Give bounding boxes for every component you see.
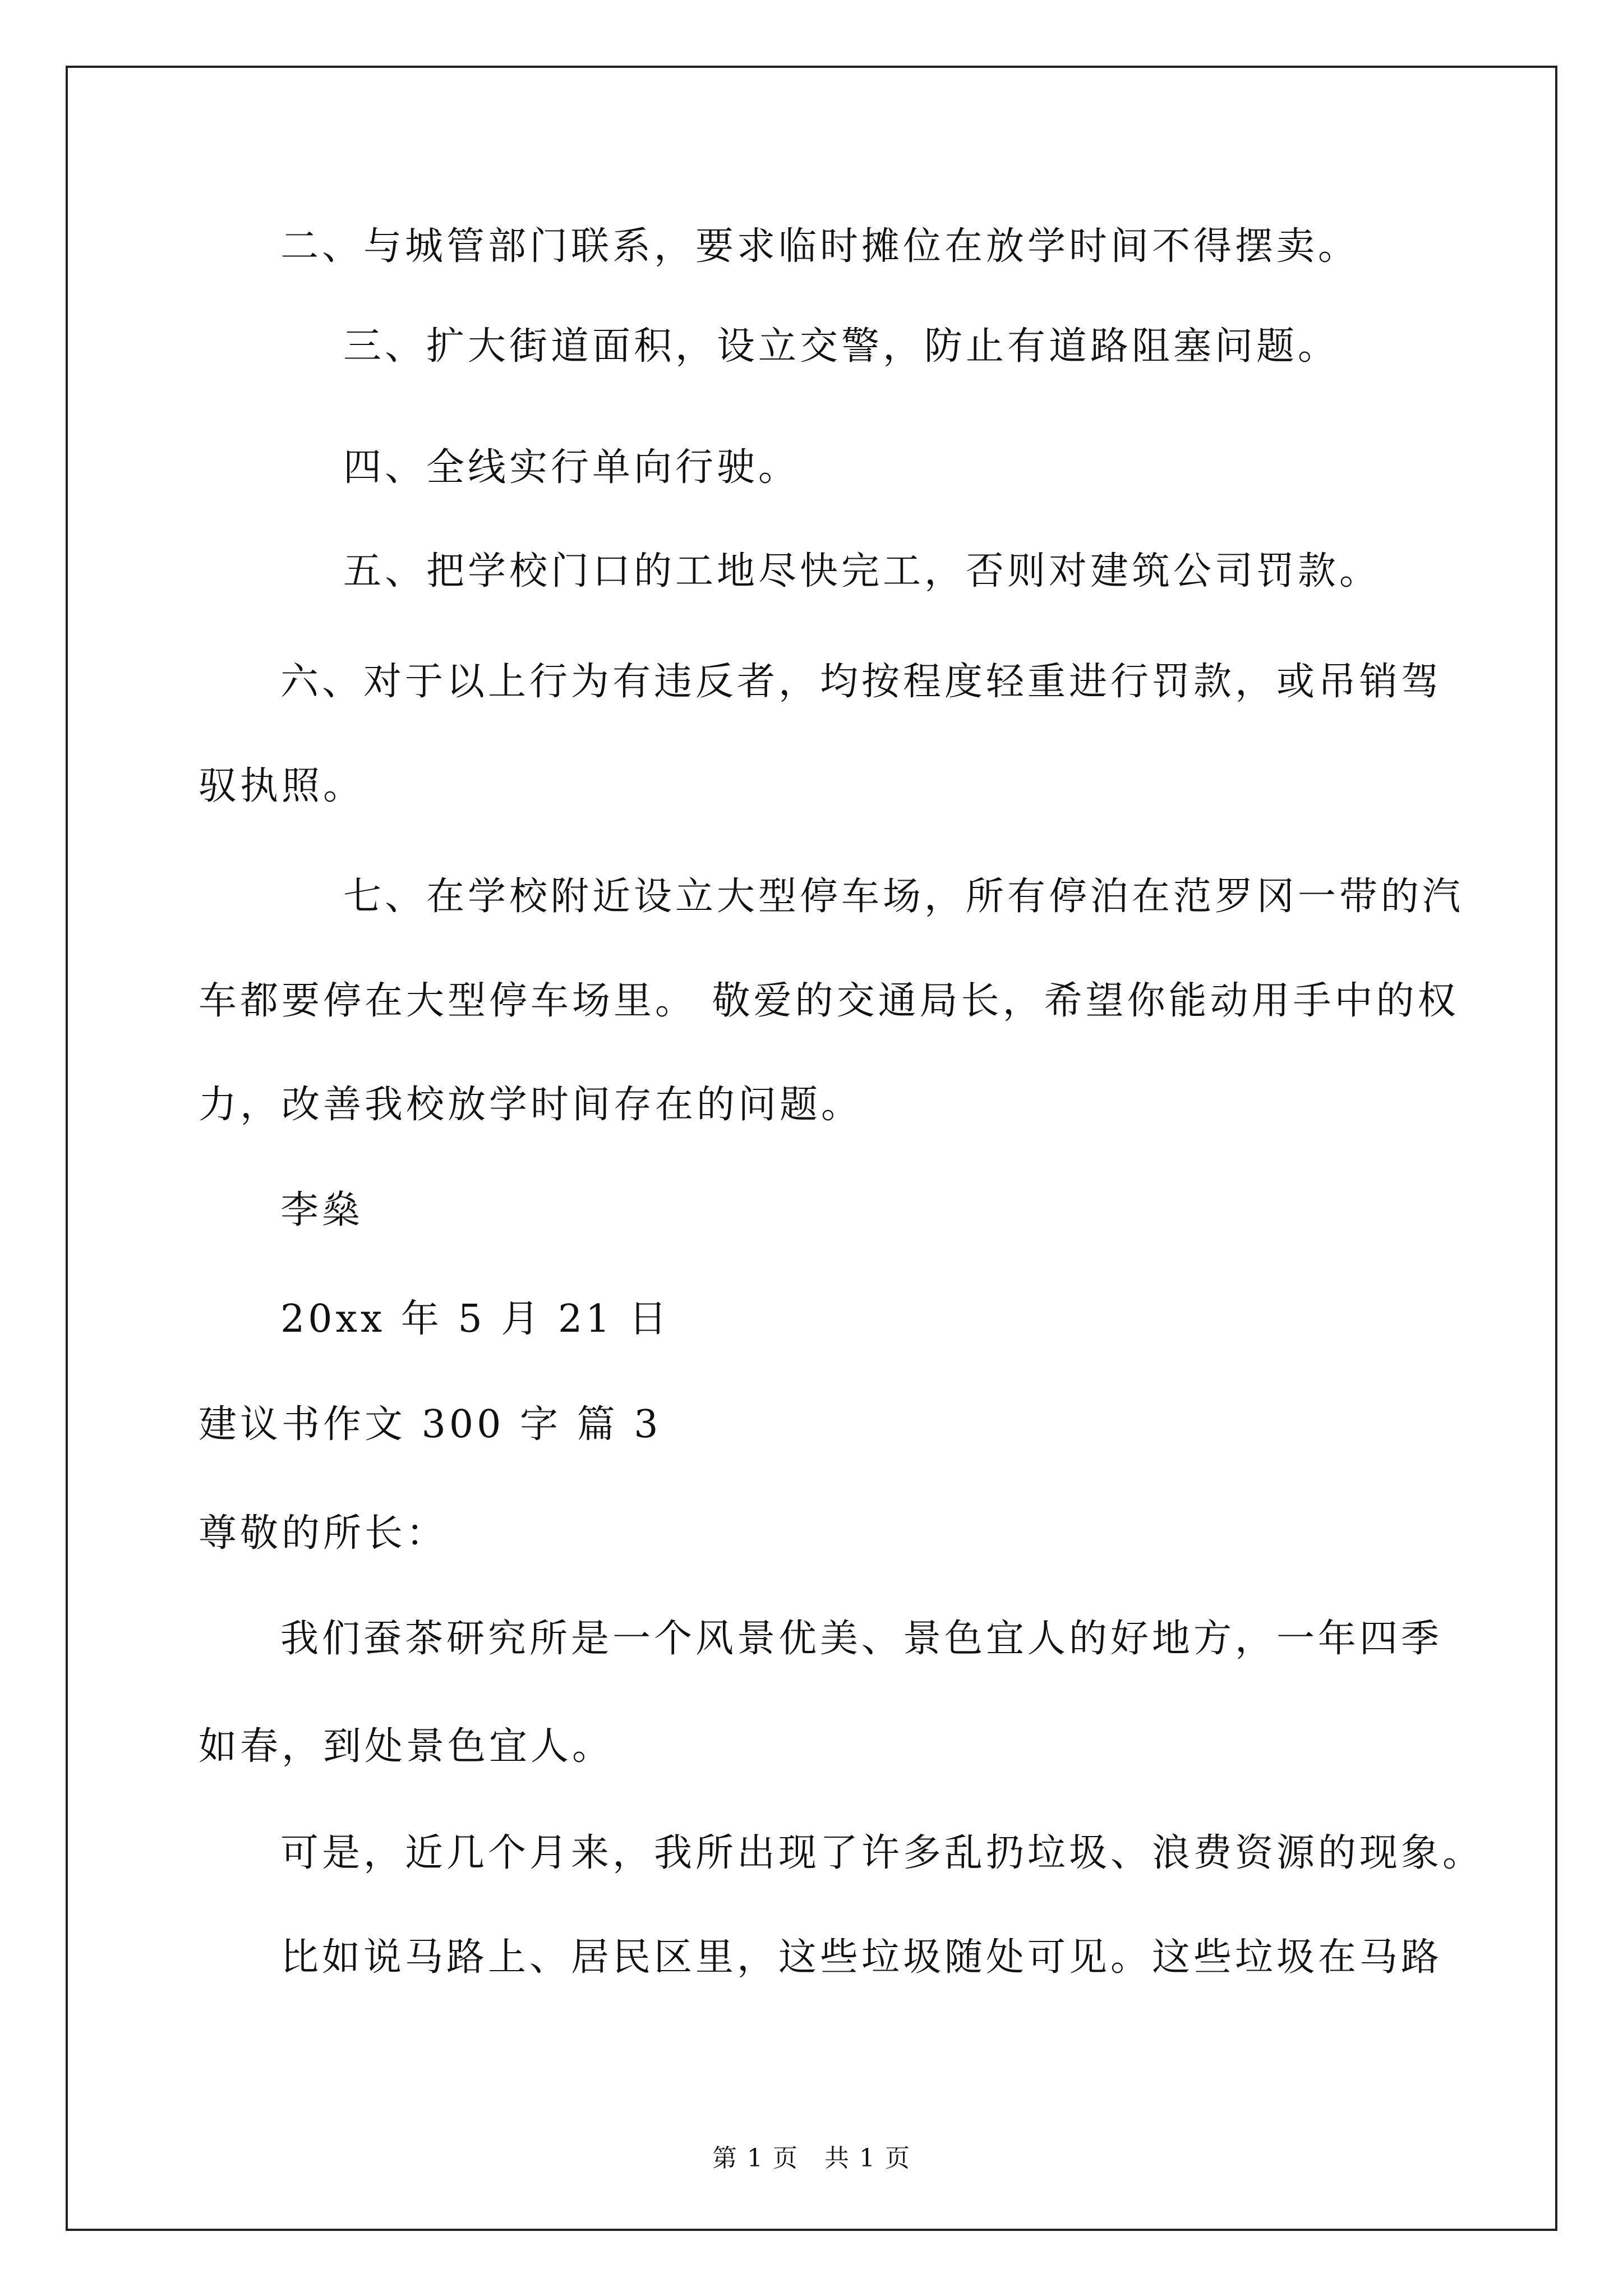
page-footer: 第 1 页 共 1 页	[712, 2144, 911, 2173]
paragraph-b: 可是，近几个月来，我所出现了许多乱扔垃圾、浪费资源的现象。	[280, 1831, 1484, 1875]
signature: 李燊	[280, 1188, 364, 1232]
salutation: 尊敬的所长：	[199, 1511, 448, 1556]
paragraph-3: 三、扩大街道面积，设立交警，防止有道路阻塞问题。	[343, 324, 1340, 369]
paragraph-4: 四、全线实行单向行驶。	[343, 445, 800, 490]
paragraph-c: 比如说马路上、居民区里，这些垃圾随处可见。这些垃圾在马路	[280, 1935, 1443, 1980]
section-heading: 建议书作文 300 字 篇 3	[199, 1402, 662, 1447]
paragraph-7-line-1: 七、在学校附近设立大型停车场，所有停泊在范罗冈一带的汽	[343, 875, 1464, 919]
page-border	[66, 66, 1557, 2231]
paragraph-5: 五、把学校门口的工地尽快完工，否则对建筑公司罚款。	[343, 549, 1381, 593]
date: 20xx 年 5 月 21 日	[280, 1297, 671, 1341]
paragraph-a-line-1: 我们蚕茶研究所是一个风景优美、景色宜人的好地方，一年四季	[280, 1617, 1443, 1661]
paragraph-7-line-2: 车都要停在大型停车场里。 敬爱的交通局长，希望你能动用手中的权	[199, 979, 1459, 1023]
paragraph-2: 二、与城管部门联系，要求临时摊位在放学时间不得摆卖。	[280, 224, 1360, 269]
paragraph-6-line-2: 驭执照。	[199, 764, 365, 808]
paragraph-6-line-1: 六、对于以上行为有违反者，均按程度轻重进行罚款，或吊销驾	[280, 660, 1443, 704]
paragraph-7-line-3: 力，改善我校放学时间存在的问题。	[199, 1083, 863, 1127]
paragraph-a-line-2: 如春，到处景色宜人。	[199, 1724, 614, 1769]
